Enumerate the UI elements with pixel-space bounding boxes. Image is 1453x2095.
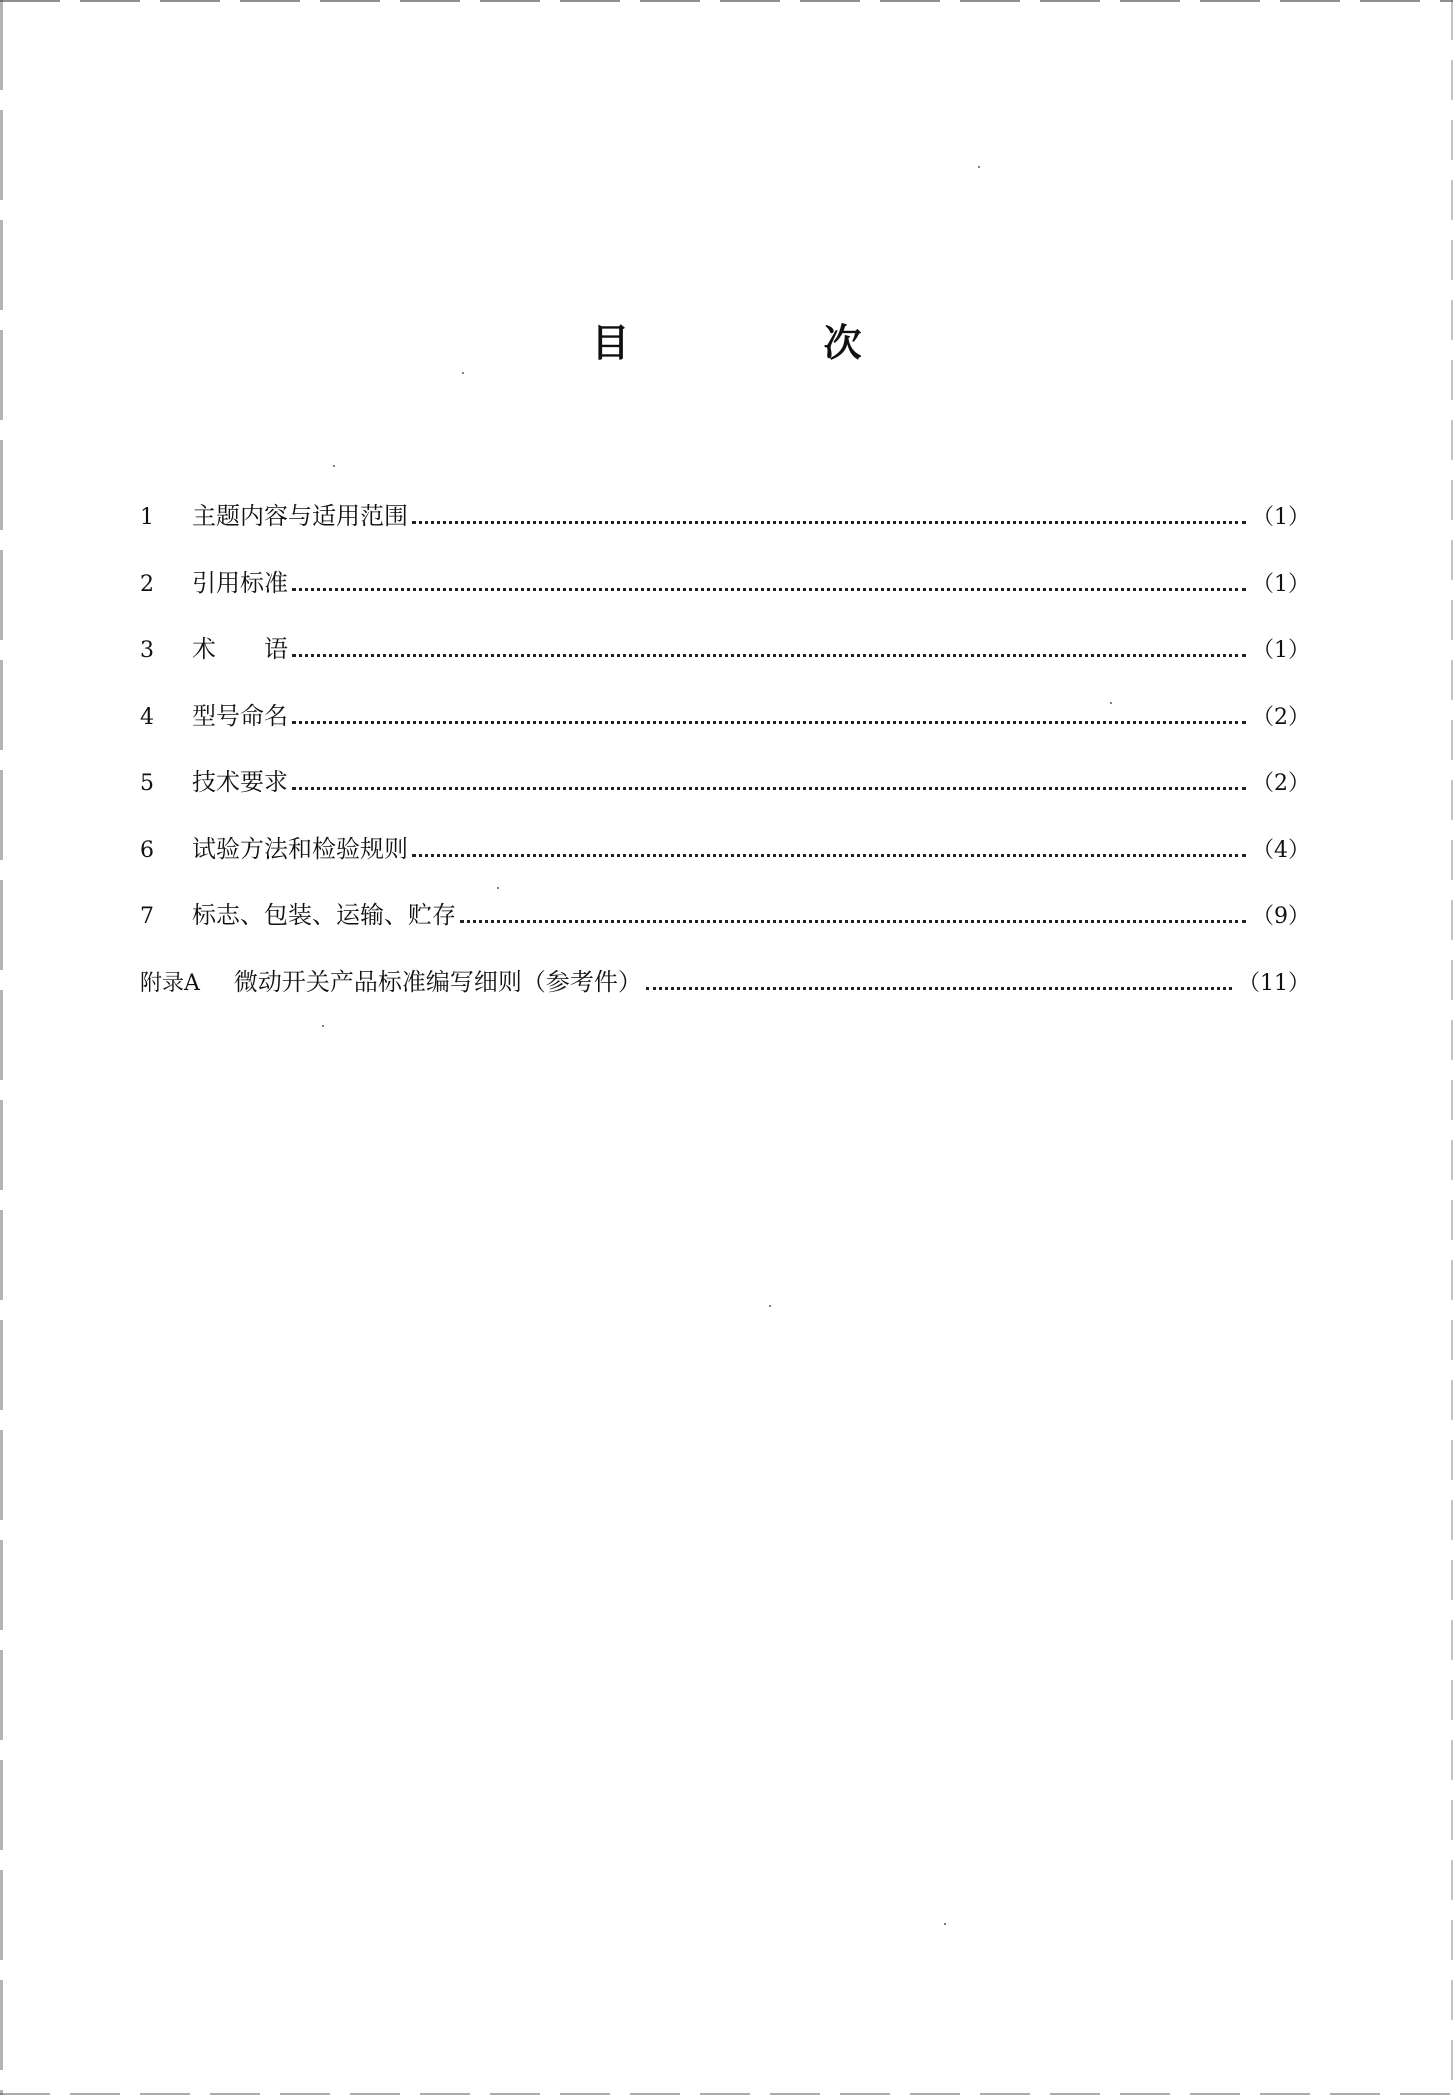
- page-title: 目 次: [591, 321, 940, 365]
- toc-dot-leader: [412, 521, 1246, 524]
- toc-dot-leader: [292, 721, 1246, 724]
- scan-speck: [769, 1305, 771, 1307]
- toc-entry[interactable]: [140, 766, 1310, 833]
- toc-entry[interactable]: [140, 833, 1310, 900]
- toc-dot-leader: [646, 987, 1232, 990]
- toc-entry-label: 试验方法和检验规则: [192, 834, 408, 863]
- toc-entry-page: （2）: [1252, 704, 1310, 730]
- scan-speck: [978, 166, 980, 168]
- toc-entry-page: （4）: [1252, 837, 1310, 863]
- toc-entry-number: 1: [140, 505, 154, 530]
- toc-entry[interactable]: [140, 700, 1310, 767]
- toc-entry-label: 主题内容与适用范围: [192, 502, 408, 530]
- toc-entry-appendix[interactable]: [140, 966, 1310, 1033]
- toc-entry[interactable]: [140, 633, 1310, 700]
- toc-entry-number: 附录A: [140, 970, 200, 996]
- toc-entry-label: 微动开关产品标准编写细则（参考件）: [233, 967, 642, 996]
- toc-entry-number: 6: [140, 837, 154, 863]
- toc-entry-page: （1）: [1252, 505, 1310, 530]
- toc-entry-number: 5: [140, 771, 154, 796]
- toc-entry-page: （1）: [1252, 638, 1310, 663]
- toc-entry-page: （9）: [1252, 904, 1310, 929]
- toc-entry-label: 技术要求: [192, 768, 288, 796]
- toc-dot-leader: [412, 854, 1246, 857]
- toc-entry-number: 2: [140, 571, 154, 597]
- toc-dot-leader: [460, 920, 1246, 923]
- toc-entry[interactable]: [140, 500, 1310, 567]
- scan-edge-left: [0, 0, 3, 2095]
- toc-entry-number: 7: [140, 904, 154, 929]
- scan-speck: [462, 372, 464, 374]
- scan-speck: [944, 1923, 946, 1925]
- table-of-contents: [140, 500, 1310, 1032]
- scan-speck: [333, 465, 335, 467]
- toc-entry[interactable]: [140, 567, 1310, 634]
- toc-entry-page: （11）: [1238, 970, 1310, 996]
- toc-entry-number: 4: [140, 704, 154, 730]
- toc-entry-page: （2）: [1252, 771, 1310, 796]
- toc-entry-number: 3: [140, 638, 154, 663]
- toc-entry-label: 引用标准: [192, 568, 288, 597]
- toc-entry-label: 型号命名: [192, 701, 288, 730]
- toc-entry[interactable]: [140, 899, 1310, 966]
- toc-entry-label: 术 语: [192, 635, 288, 663]
- scan-edge-top: [0, 0, 1453, 2]
- toc-entry-page: （1）: [1252, 571, 1310, 597]
- toc-dot-leader: [292, 654, 1246, 657]
- toc-entry-label: 标志、包装、运输、贮存: [192, 901, 456, 929]
- toc-dot-leader: [292, 787, 1246, 790]
- toc-dot-leader: [292, 588, 1246, 591]
